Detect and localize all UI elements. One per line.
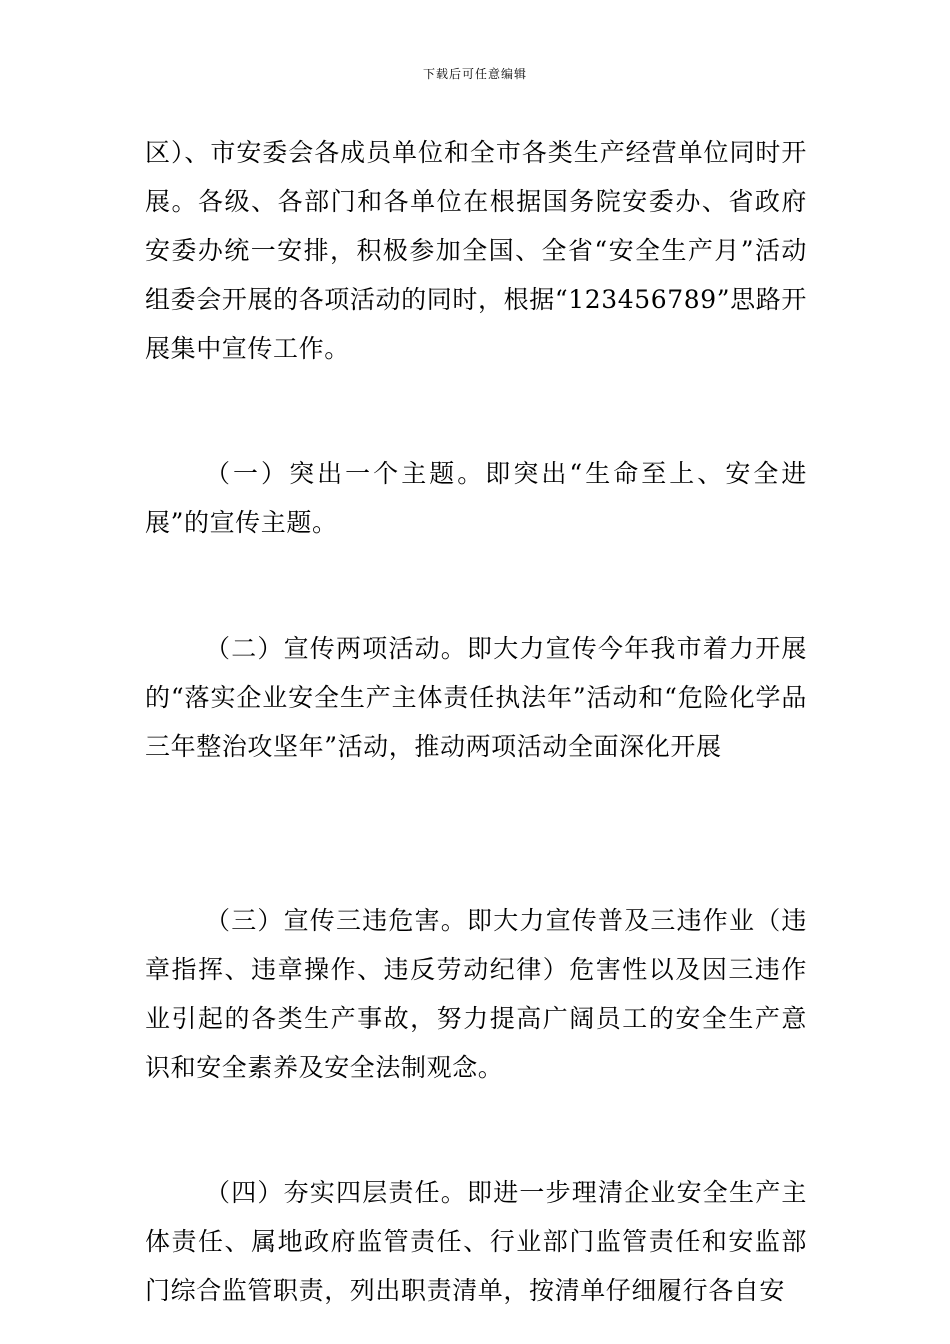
paragraph-section-1: （一）突出一个主题。即突出“生命至上、安全进展”的宣传主题。 xyxy=(145,459,807,537)
paragraph-section-2: （二）宣传两项活动。即大力宣传今年我市着力开展的“落实企业安全生产主体责任执法年”活动和“危险化学品三年整治攻坚年”活动，推动两项活动全面深化开展 xyxy=(145,634,807,761)
paragraph-section-4: （四）夯实四层责任。即进一步理清企业安全生产主体责任、属地政府监管责任、行业部门监管责任和安监部门综合监管职责，列出职责清单，按清单仔细履行各自安 xyxy=(145,1178,807,1305)
paragraph-continuation: 区）、市安委会各成员单位和全市各类生产经营单位同时开展。各级、各部门和各单位在根据国务院安委办、省政府安委办统一安排，积极参加全国、全省“安全生产月”活动组委会开展的各项活动的同时，根据“123456789”思路开展集中宣传工作。 xyxy=(145,138,807,363)
header-note: 下载后可任意编辑 xyxy=(422,67,527,81)
document-body xyxy=(145,128,807,1315)
paragraph-section-3: （三）宣传三违危害。即大力宣传普及三违作业（违章指挥、违章操作、违反劳动纪律）危害性以及因三违作业引起的各类生产事故，努力提高广阔员工的安全生产意识和安全素养及安全法制观念。 xyxy=(145,906,807,1082)
